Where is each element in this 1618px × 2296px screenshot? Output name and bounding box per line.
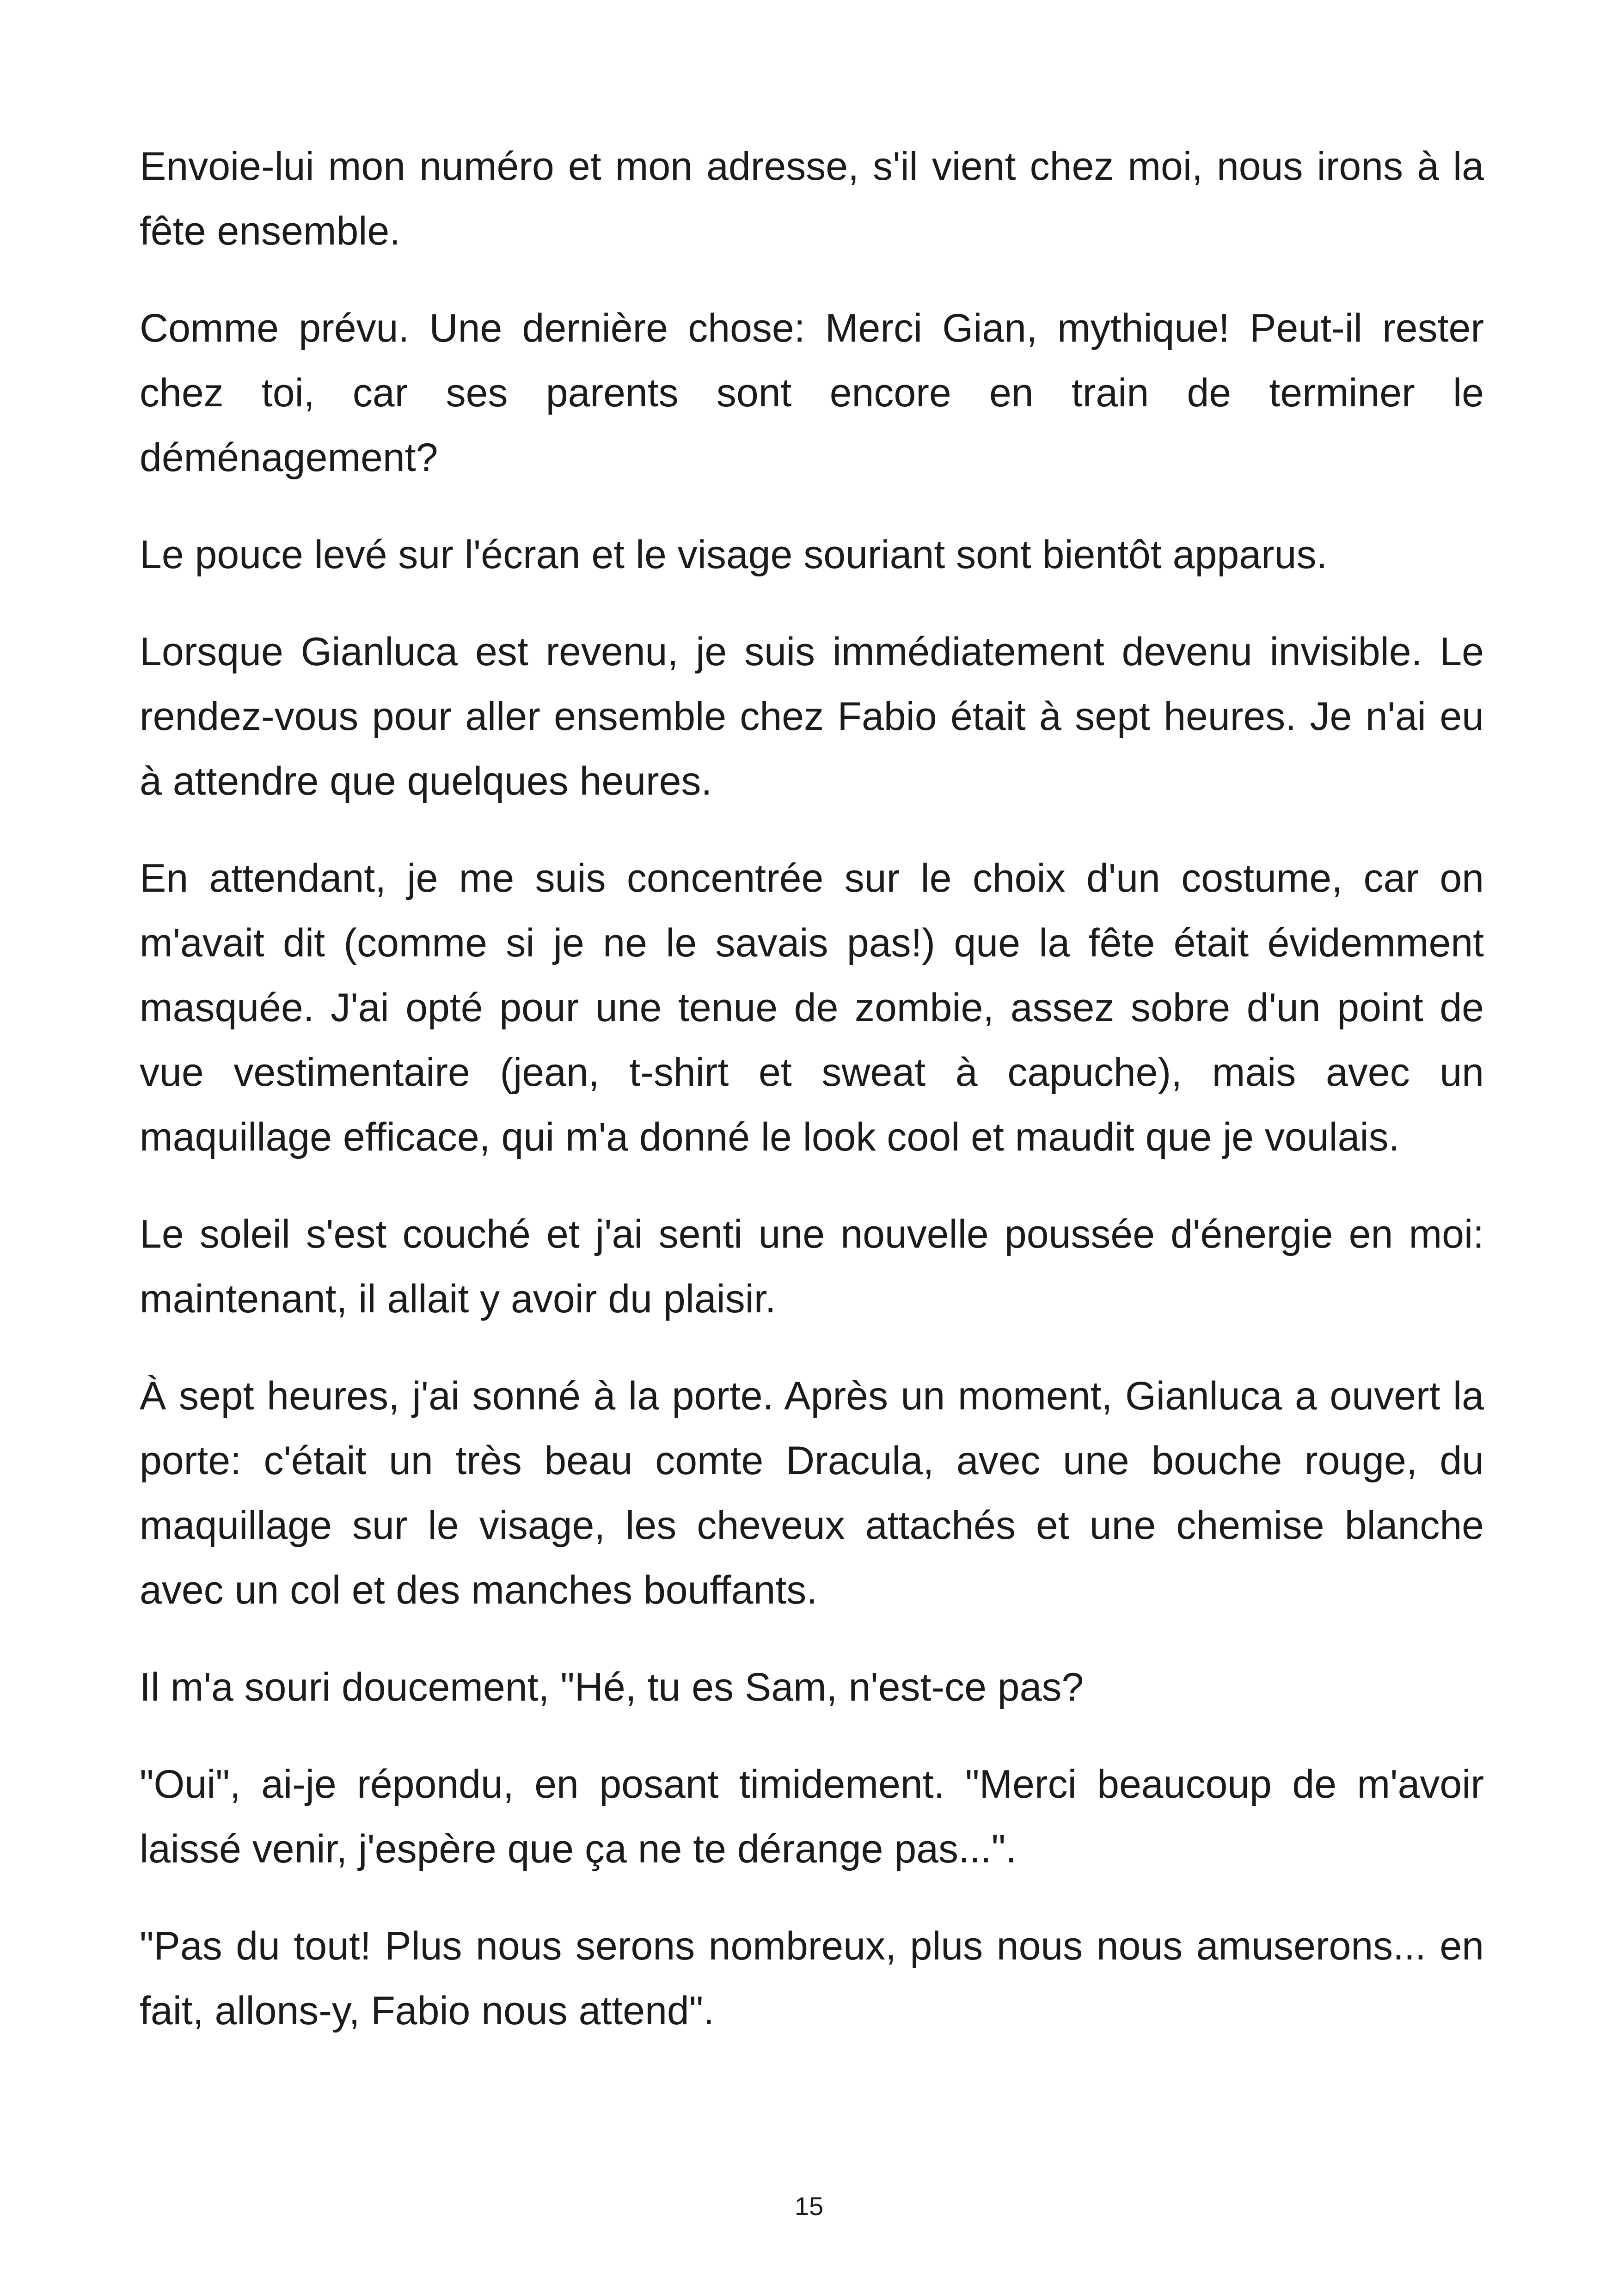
paragraph-1: Envoie-lui mon numéro et mon adresse, s'il vient chez moi, nous irons à la fête ensemble. (140, 144, 1484, 253)
page-number: 15 (794, 2192, 824, 2221)
paragraph-10: "Pas du tout! Plus nous serons nombreux, plus nous nous amuserons... en fait, allons-y, Fabio nous attend". (140, 1924, 1484, 2033)
paragraph-5: En attendant, je me suis concentrée sur le choix d'un costume, car on m'avait dit (comme si je ne le savais pas!) que la fête était évidemment masquée. J'ai opté pour une tenue de zombie, assez sobre d'un point de vue vestimentaire (jean, t-shirt et sweat à capuche), mais avec un maquillage efficace, qui m'a donné le look cool et maudit que je voulais. (140, 856, 1484, 1159)
paragraph-6: Le soleil s'est couché et j'ai senti une nouvelle poussée d'énergie en moi: maintenant, il allait y avoir du plaisir. (140, 1212, 1484, 1321)
paragraph-7: À sept heures, j'ai sonné à la porte. Après un moment, Gianluca a ouvert la porte: c'était un très beau comte Dracula, avec une bouche rouge, du maquillage sur le visage, les cheveux attachés et une chemise blanche avec un col et des manches bouffants. (140, 1374, 1484, 1612)
paragraph-9: "Oui", ai-je répondu, en posant timidement. "Merci beaucoup de m'avoir laissé venir, j'espère que ça ne te dérange pas...". (140, 1762, 1484, 1871)
paragraph-8: Il m'a souri doucement, "Hé, tu es Sam, n'est-ce pas? (140, 1665, 1084, 1709)
paragraph-3: Le pouce levé sur l'écran et le visage souriant sont bientôt apparus. (140, 533, 1328, 577)
paragraph-4: Lorsque Gianluca est revenu, je suis immédiatement devenu invisible. Le rendez-vous pour aller ensemble chez Fabio était à sept heures. Je n'ai eu à attendre que quelques heures. (140, 630, 1484, 803)
body-text (140, 134, 1484, 2076)
paragraph-2: Comme prévu. Une dernière chose: Merci Gian, mythique! Peut-il rester chez toi, car ses parents sont encore en train de terminer le déménagement? (140, 306, 1484, 480)
